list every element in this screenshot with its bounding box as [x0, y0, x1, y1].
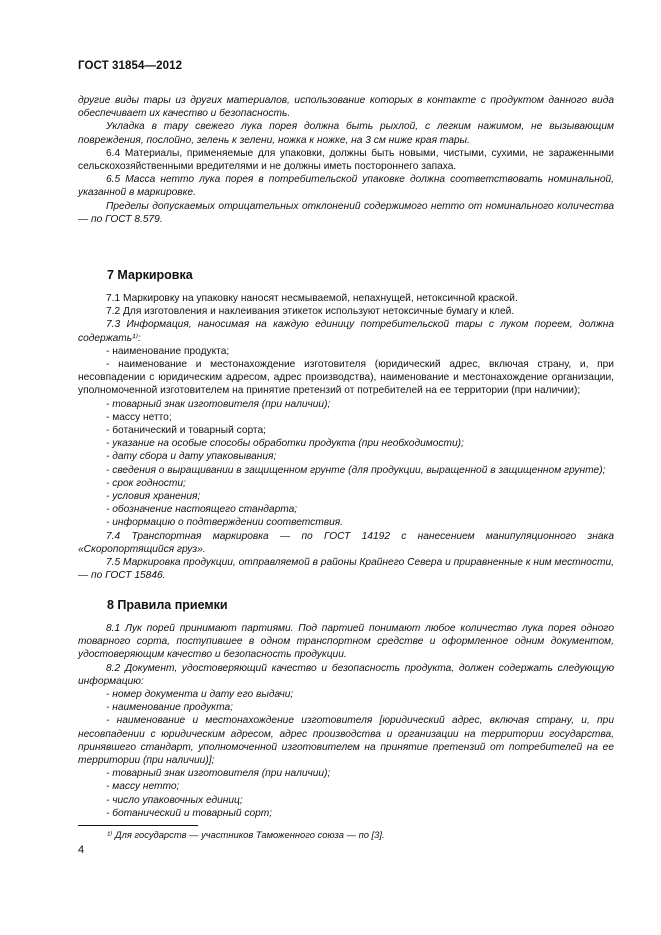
footnote: ¹⁾ Для государств — участников Таможенного союза — по [3].: [107, 829, 385, 840]
paragraph: 8.2 Документ, удостоверяющий качество и безопасность продукта, должен содержать следующую информацию:: [78, 662, 614, 687]
paragraph: - сведения о выращивании в защищенном грунте (для продукции, выращенной в защищенном грунте);: [106, 464, 606, 476]
paragraph: 6.5 Масса нетто лука порея в потребительской упаковке должна соответствовать номинальной, указанной в маркировке.: [78, 174, 614, 199]
paragraph: - ботанический и товарный сорт;: [106, 807, 273, 819]
paragraph: - массу нетто;: [106, 411, 172, 423]
paragraph: - наименование и местонахождение изготовителя [юридический адрес, включая страну, и, при несовпадении с юридическим адресом, адрес производства и организации на территории государства, принявшего стандарт, уполномоченной изготовителем на принятие претензий от потребителей на ее территории (при наличии)];: [78, 715, 614, 767]
paragraph: - условия хранения;: [106, 491, 201, 503]
paragraph: - информацию о подтверждении соответствия.: [106, 517, 344, 529]
paragraph: - срок годности;: [106, 477, 186, 489]
footnote-separator: [78, 825, 198, 826]
paragraph: 7.4 Транспортная маркировка — по ГОСТ 14192 с нанесением манипуляционного знака «Скоропортящийся груз».: [78, 530, 614, 555]
paragraph: 7.5 Маркировка продукции, отправляемой в районы Крайнего Севера и приравненные к ним местности, — по ГОСТ 15846.: [78, 557, 614, 582]
paragraph: другие виды тары из других материалов, использование которых в контакте с продуктом данного вида обеспечивает их качество и безопасность.: [78, 95, 614, 120]
paragraph: - товарный знак изготовителя (при наличии);: [106, 768, 331, 780]
paragraph: 6.4 Материалы, применяемые для упаковки, должны быть новыми, чистыми, сухими, не зараженными сельскохозяйственными вредителями и не должны иметь постороннего запаха.: [78, 147, 614, 173]
paragraph: - обозначение настоящего стандарта;: [106, 504, 298, 516]
paragraph: - наименование продукта;: [106, 702, 233, 714]
paragraph: - указание на особые способы обработки продукта (при необходимости);: [106, 438, 464, 450]
paragraph: - наименование продукта;: [106, 345, 230, 357]
paragraph: - ботанический и товарный сорта;: [106, 425, 266, 437]
paragraph: - номер документа и дату его выдачи;: [106, 689, 294, 701]
text-block-7: [78, 292, 614, 582]
paragraph: Пределы допускаемых отрицательных отклонений содержимого нетто от номинального количества — по ГОСТ 8.579.: [78, 200, 614, 225]
text-block-6: [78, 94, 614, 226]
paragraph: 7.2 Для изготовления и наклеивания этикеток используют нетоксичные бумагу и клей.: [106, 306, 515, 318]
paragraph: - дату сбора и дату упаковывания;: [106, 451, 277, 463]
paragraph: 8.1 Лук порей принимают партиями. Под партией понимают любое количество лука порея одного товарного сорта, поступившее в одном транспортном средстве и оформленное одним документом, удостоверяющим качество и безопасность продукции.: [78, 623, 614, 661]
paragraph: - число упаковочных единиц;: [106, 794, 243, 806]
paragraph: - товарный знак изготовителя (при наличии);: [106, 398, 331, 410]
paragraph: - массу нетто;: [106, 781, 180, 793]
paragraph: 7.1 Маркировку на упаковку наносят несмываемой, непахнущей, нетоксичной краской.: [106, 293, 518, 304]
paragraph: - наименование и местонахождение изготовителя (юридический адрес, включая страну, и, при несовпадении с юридическим адресом, адрес производства), наименование и местонахождение организации, уполномоченной изготовителем на принятие претензий от потребителей на ее территории (при наличии);: [78, 359, 614, 397]
paragraph: 7.3 Информация, наносимая на каждую единицу потребительской тары с луком пореем, должна содержать¹⁾:: [78, 319, 614, 344]
text-block-8: [78, 622, 614, 820]
page-number: 4: [78, 844, 85, 856]
paragraph: Укладка в тару свежего лука порея должна быть рыхлой, с легким нажимом, не вызывающим повреждения, послойно, зелень к зелени, ножка к ножке, на 3 см ниже края тары.: [78, 121, 614, 146]
section-7-title: 7 Маркировка: [107, 268, 193, 282]
standard-header: ГОСТ 31854—2012: [78, 60, 183, 72]
section-8-title: 8 Правила приемки: [107, 598, 228, 612]
